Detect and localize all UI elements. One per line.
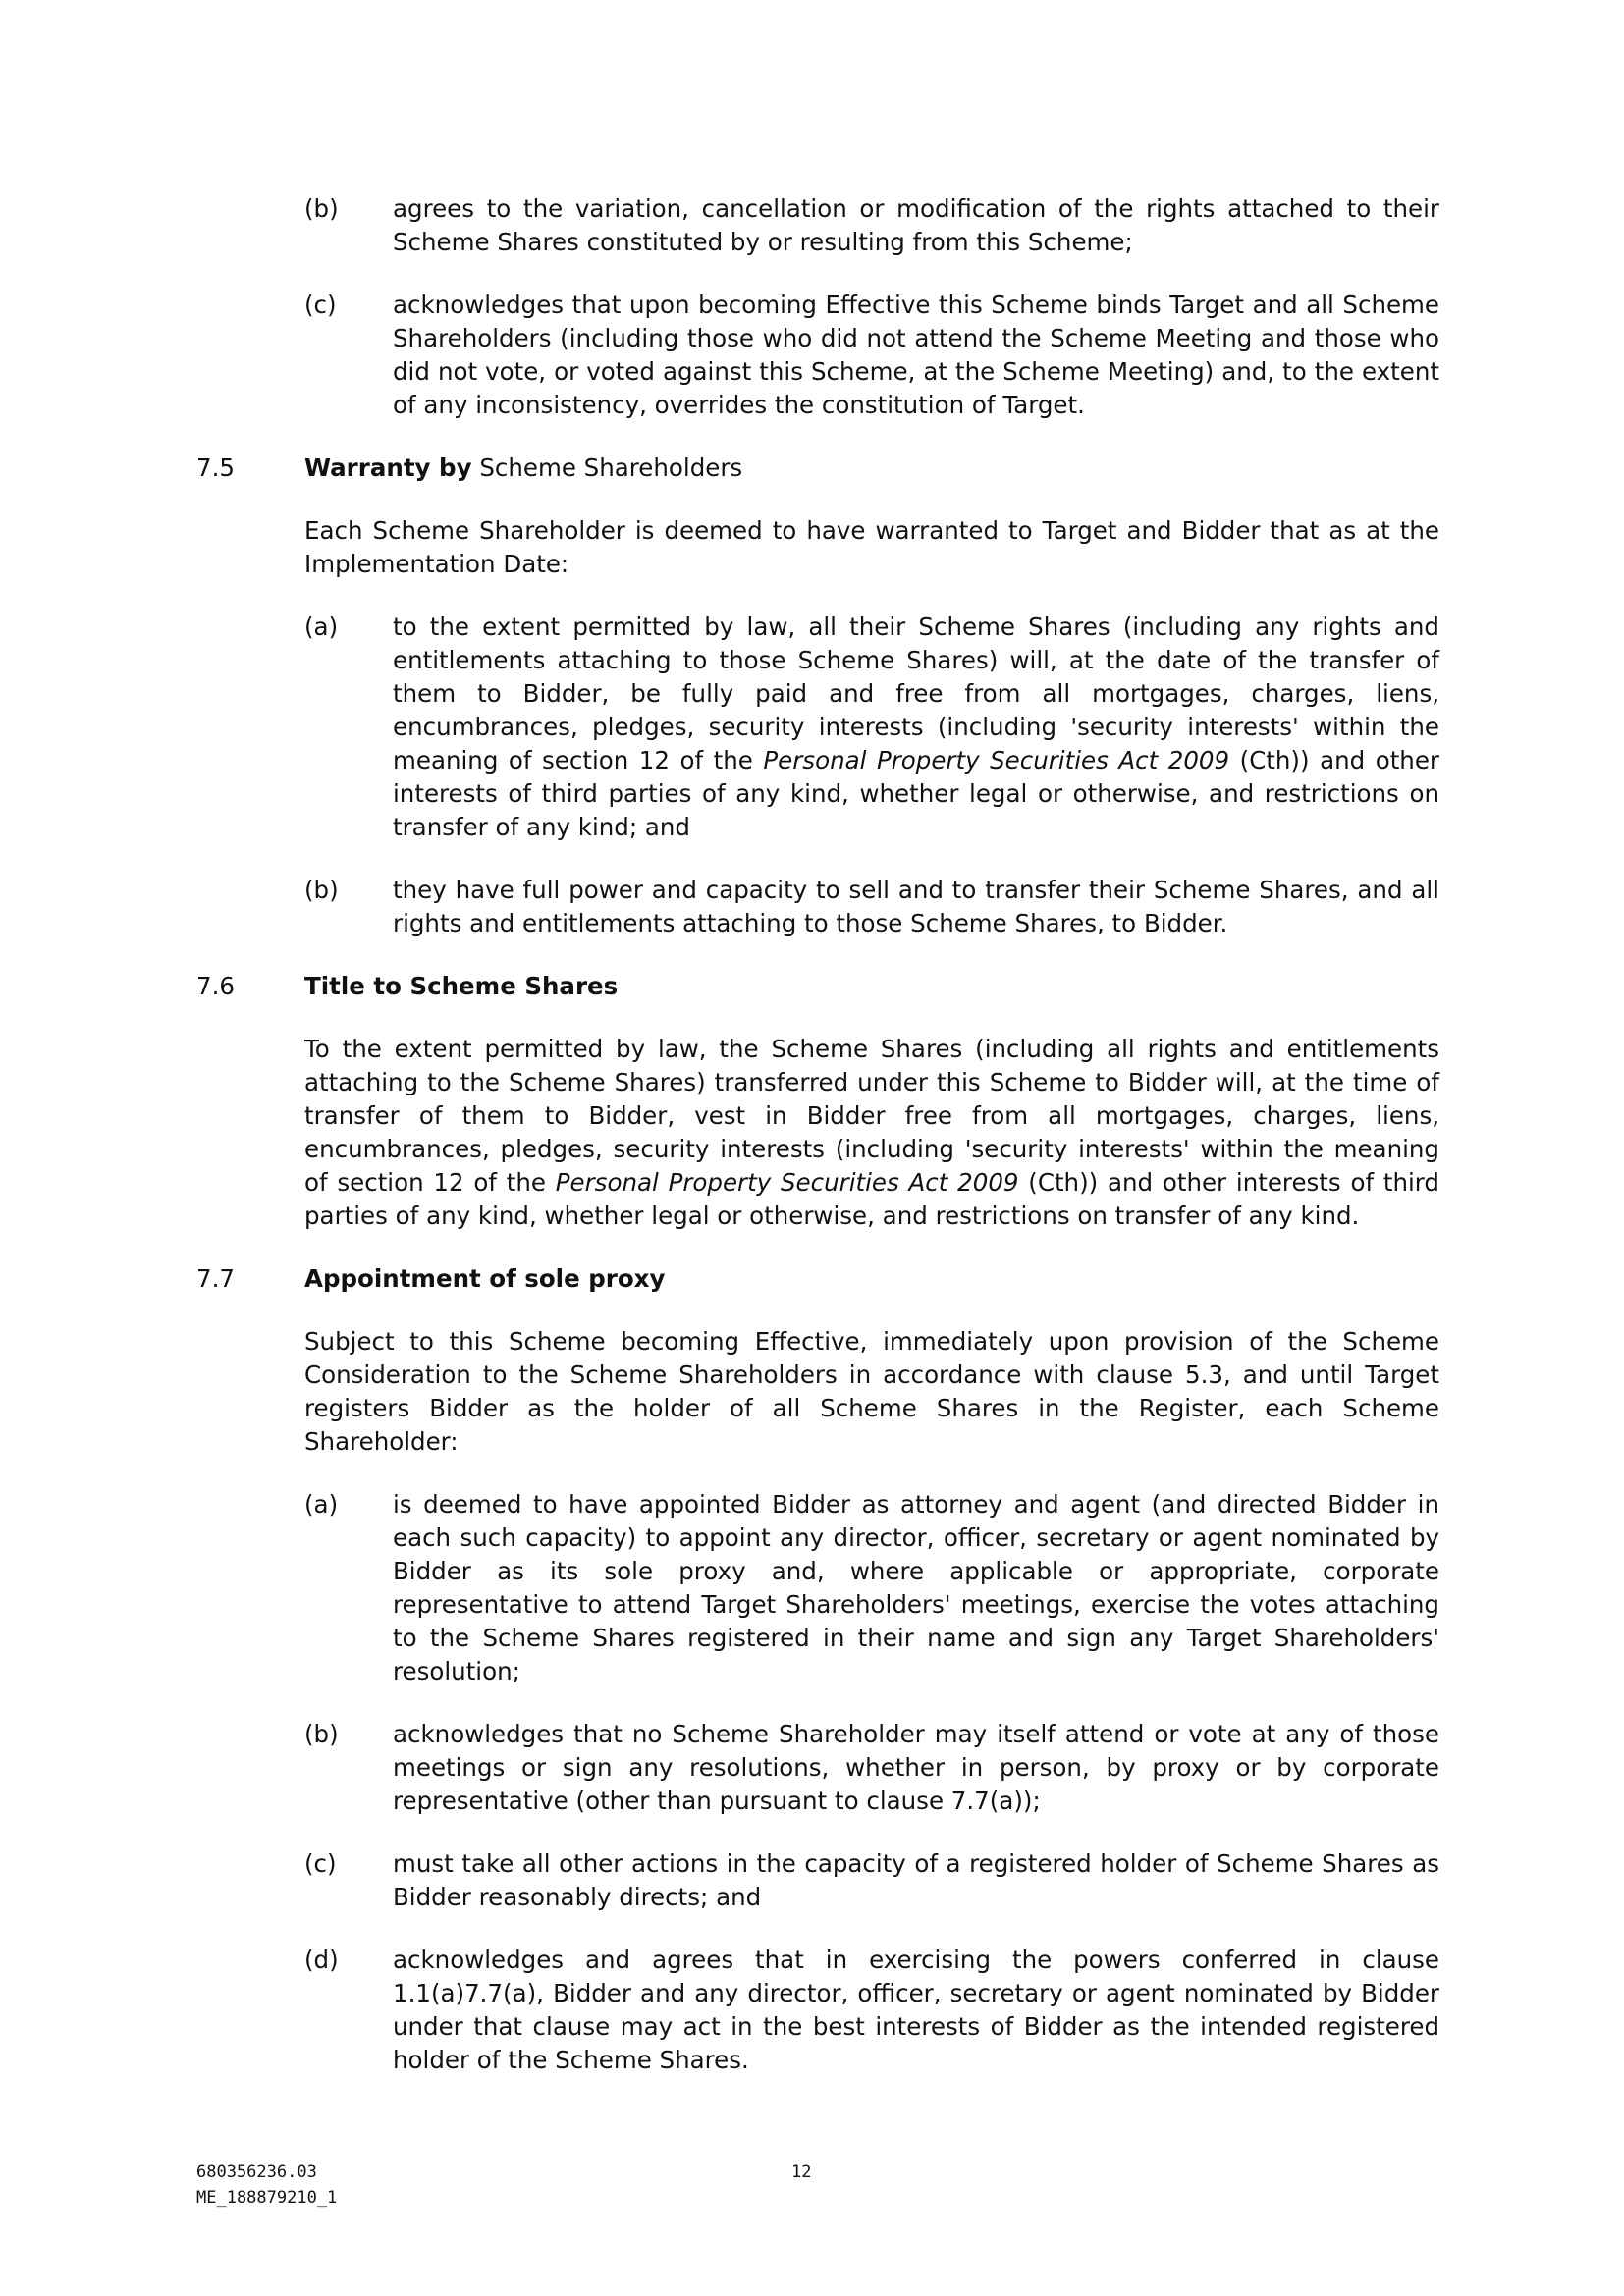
- list-item: [196, 874, 1439, 940]
- item-text-part: (Cth)) and other interests of third parties of any kind, whether legal or otherwise, and restrictions on transfer of any kind; and: [393, 746, 1439, 841]
- list-item: [196, 1944, 1439, 2077]
- paragraph-text-part: (Cth)) and other interests of third parties of any kind, whether legal or otherwise, and restrictions on transfer of any kind.: [304, 1168, 1439, 1230]
- item-label: (b): [304, 194, 339, 223]
- section-heading-7-6: [196, 970, 1439, 1003]
- section-paragraph: [196, 1033, 1439, 1233]
- item-text: must take all other actions in the capacity of a registered holder of Scheme Shares as Bidder reasonably directs; and: [393, 1849, 1439, 1911]
- section-title-bold: Warranty by: [304, 454, 472, 482]
- item-text: is deemed to have appointed Bidder as attorney and agent (and directed Bidder in each such capacity) to appoint any director, officer, secretary or agent nominated by Bidder as its sole proxy and, where applicable or appropriate, corporate representative to attend Target Shareholders' meetings, exercise the votes attaching to the Scheme Shares registered in their name and sign any Target Shareholders' resolution;: [393, 1490, 1439, 1685]
- item-text: acknowledges that no Scheme Shareholder may itself attend or vote at any of those meetings or sign any resolutions, whether in person, by proxy or by corporate representative (other than pursuant to clause 7.7(a));: [393, 1720, 1439, 1815]
- item-label: (c): [304, 291, 337, 319]
- list-item: [196, 1718, 1439, 1818]
- list-item: [196, 192, 1439, 259]
- section-number: 7.6: [196, 972, 235, 1000]
- page-number: 12: [791, 2163, 812, 2182]
- item-text: acknowledges that upon becoming Effective this Scheme binds Target and all Scheme Shareholders (including those who did not attend the Scheme Meeting and those who did not vote, or voted against this Scheme, at the Scheme Meeting) and, to the extent of any inconsistency, overrides the constitution of Target.: [393, 291, 1439, 419]
- section-heading-7-5: [196, 452, 1439, 485]
- list-item: [196, 1488, 1439, 1688]
- item-label: (a): [304, 613, 339, 641]
- section-title-rest: Scheme Shareholders: [471, 454, 743, 482]
- item-label: (b): [304, 876, 339, 904]
- item-text: they have full power and capacity to sell and to transfer their Scheme Shares, and all rights and entitlements attaching to those Scheme Shares, to Bidder.: [393, 876, 1439, 937]
- section-title: Appointment of sole proxy: [304, 1264, 666, 1293]
- item-label: (c): [304, 1849, 337, 1878]
- item-text-part: to the extent permitted by law, all their Scheme Shares (including any rights and entitlements attaching to those Scheme Shares) will, at the date of the transfer of them to Bidder, be fully paid and free from all mortgages, charges, liens, encumbrances, pledges, security interests (including 'security interests' within the meaning of section 12 of the: [393, 613, 1439, 774]
- list-item: [196, 289, 1439, 422]
- list-item: [196, 1847, 1439, 1914]
- section-heading-7-7: [196, 1262, 1439, 1296]
- section-number: 7.5: [196, 454, 235, 482]
- document-body: [196, 192, 1439, 2107]
- item-text: agrees to the variation, cancellation or modification of the rights attached to their Scheme Shares constituted by or resulting from this Scheme;: [393, 194, 1439, 256]
- document-reference: 680356236.03: [196, 2163, 317, 2182]
- item-text: [393, 613, 1439, 841]
- item-label: (b): [304, 1720, 339, 1748]
- list-item: [196, 611, 1439, 844]
- item-label: (a): [304, 1490, 339, 1519]
- act-title: Personal Property Securities Act 2009: [763, 746, 1230, 774]
- page-footer: [196, 2160, 1439, 2211]
- section-number: 7.7: [196, 1264, 235, 1293]
- item-text: acknowledges and agrees that in exercising the powers conferred in clause 1.1(a)7.7(a), Bidder and any director, officer, secretary or agent nominated by Bidder under that clause may act in the best interests of Bidder as the intended registered holder of the Scheme Shares.: [393, 1946, 1439, 2074]
- document-reference-secondary: ME_188879210_1: [196, 2188, 338, 2208]
- section-paragraph: Each Scheme Shareholder is deemed to have warranted to Target and Bidder that as at the Implementation Date:: [304, 516, 1439, 578]
- act-title: Personal Property Securities Act 2009: [555, 1168, 1019, 1197]
- item-label: (d): [304, 1946, 339, 1974]
- section-title: Title to Scheme Shares: [304, 972, 619, 1000]
- paragraph-text-part: To the extent permitted by law, the Scheme Shares (including all rights and entitlements attaching to the Scheme Shares) transferred under this Scheme to Bidder will, at the time of transfer of them to Bidder, vest in Bidder free from all mortgages, charges, liens, encumbrances, pledges, security interests (including 'security interests' within the meaning of section 12 of the: [304, 1035, 1439, 1197]
- section-paragraph: Subject to this Scheme becoming Effective, immediately upon provision of the Scheme Consideration to the Scheme Shareholders in accordance with clause 5.3, and until Target registers Bidder as the holder of all Scheme Shares in the Register, each Scheme Shareholder:: [304, 1327, 1439, 1456]
